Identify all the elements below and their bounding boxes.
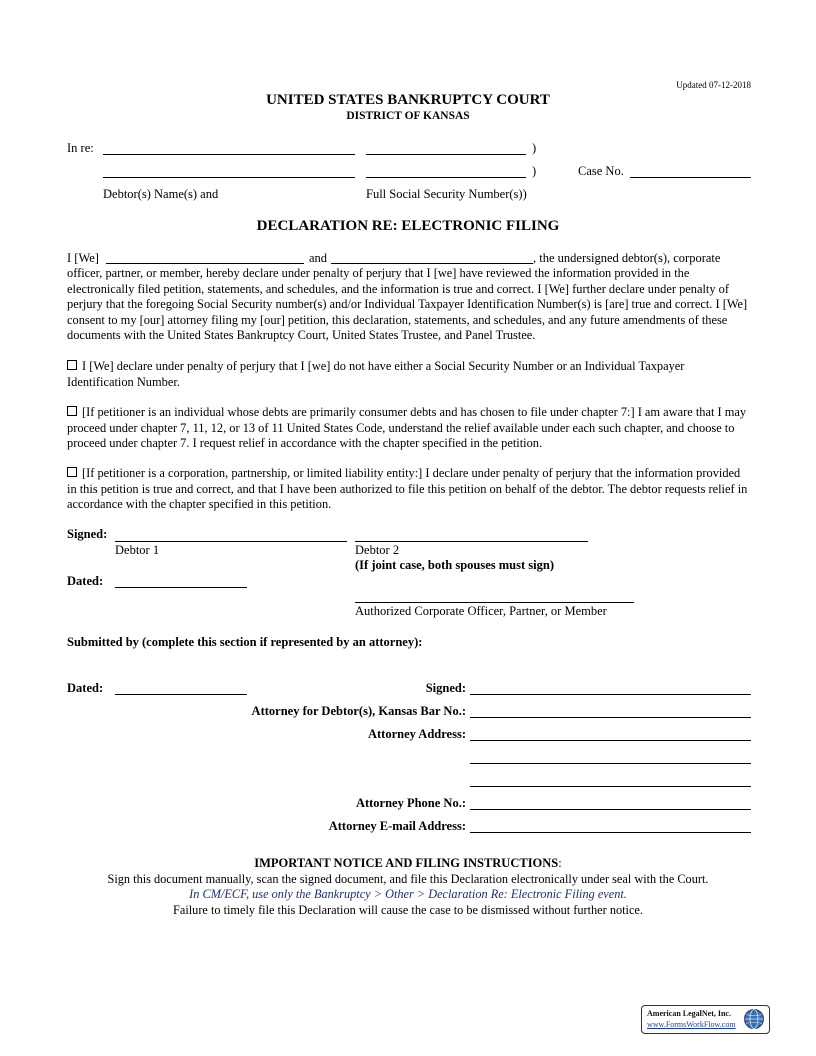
declaration-paragraph: officer, partner, or member, hereby declare under penalty of perjury that I [we] have reviewed the information provided in the electronically filed petition, statements, and schedules, and the information is true and correct. I [We] further declare under penalty of perjury that the foregoing Social Security number(s) and/or Individual Taxpayer Identification Number(s) is [are] true and correct. I [We] consent to my [our] attorney filing my [our] petition, this declaration, statements, and schedules, and any future amendments of these documents with the United States Bankruptcy Court, United States Trustee, and Panel Trustee. bbox=[67, 266, 748, 343]
submitted-by-label: Submitted by (complete this section if represented by an attorney): bbox=[67, 635, 423, 649]
debtor2-signature-line[interactable] bbox=[355, 541, 588, 542]
address-line-3[interactable] bbox=[470, 786, 751, 787]
declaration-we-label: I [We] bbox=[67, 251, 99, 265]
footer-company: American LegalNet, Inc. bbox=[647, 1009, 731, 1018]
case-no-line[interactable] bbox=[630, 177, 751, 178]
ssn-label: Full Social Security Number(s)) bbox=[366, 187, 527, 201]
notice-line-1: Sign this document manually, scan the signed document, and file this Declaration electronically under seal with the Court. bbox=[107, 872, 709, 886]
email-label: Attorney E-mail Address: bbox=[328, 819, 466, 833]
district-name: DISTRICT OF KANSAS bbox=[346, 110, 470, 122]
address-line-2[interactable] bbox=[470, 763, 751, 764]
debtor2-label: Debtor 2 bbox=[355, 543, 400, 557]
officer-signature-line[interactable] bbox=[355, 602, 634, 603]
checkbox-no-ssn[interactable] bbox=[67, 360, 77, 370]
checkbox-chapter7[interactable] bbox=[67, 406, 77, 416]
debtor-name-line-2[interactable] bbox=[103, 177, 355, 178]
debtor-names-label: Debtor(s) Name(s) and bbox=[103, 187, 219, 201]
option-chapter7 bbox=[67, 405, 751, 452]
declarant-name-line-2[interactable] bbox=[331, 263, 533, 264]
ssn-line-1[interactable] bbox=[366, 154, 526, 155]
debtor1-label: Debtor 1 bbox=[115, 543, 160, 557]
option-corporation-text: [If petitioner is a corporation, partnership, or limited liability entity:] I declare under penalty of perjury that the information provided in this petition is true and correct, and that I have been authorized to file this petition on behalf of the debtor. The debtor requests relief in accordance with the chapter specified in this petition. bbox=[67, 466, 748, 512]
court-name: UNITED STATES BANKRUPTCY COURT bbox=[266, 92, 550, 108]
checkbox-corporation[interactable] bbox=[67, 467, 77, 477]
address-label: Attorney Address: bbox=[367, 727, 466, 741]
option-corporation bbox=[67, 466, 751, 513]
declaration-and-label: and bbox=[309, 251, 328, 265]
document-title: DECLARATION RE: ELECTRONIC FILING bbox=[256, 218, 560, 234]
officer-label: Authorized Corporate Officer, Partner, or Member bbox=[355, 604, 607, 618]
debtor1-signature-line[interactable] bbox=[115, 541, 347, 542]
notice-heading-colon: : bbox=[558, 856, 562, 870]
ssn-line-2[interactable] bbox=[366, 177, 526, 178]
bar-no-line[interactable] bbox=[470, 717, 751, 718]
footer-url[interactable]: www.FormsWorkFlow.com bbox=[647, 1020, 736, 1029]
option-no-ssn bbox=[67, 359, 751, 390]
joint-case-note: (If joint case, both spouses must sign) bbox=[355, 558, 554, 572]
dated-label: Dated: bbox=[67, 574, 104, 588]
address-line-1[interactable] bbox=[470, 740, 751, 741]
caption-paren-1: ) bbox=[532, 141, 537, 155]
attorney-dated-label: Dated: bbox=[67, 681, 104, 695]
notice-line-3: Failure to timely file this Declaration will cause the case to be dismissed without further notice. bbox=[173, 903, 643, 917]
declarant-name-line-1[interactable] bbox=[106, 263, 304, 264]
caption-paren-2: ) bbox=[532, 164, 537, 178]
signed-label: Signed: bbox=[67, 527, 108, 541]
phone-label: Attorney Phone No.: bbox=[355, 796, 466, 810]
debtor-name-line-1[interactable] bbox=[103, 154, 355, 155]
case-no-label: Case No. bbox=[578, 164, 624, 178]
phone-line[interactable] bbox=[470, 809, 751, 810]
dated-line[interactable] bbox=[115, 587, 247, 588]
notice-heading-text: IMPORTANT NOTICE AND FILING INSTRUCTIONS bbox=[254, 856, 559, 870]
option-no-ssn-text: I [We] declare under penalty of perjury that I [we] do not have either a Social Security Number or an Individual Taxpayer Identification Number. bbox=[67, 359, 685, 389]
attorney-signed-label: Signed: bbox=[425, 681, 466, 695]
attorney-signed-line[interactable] bbox=[470, 694, 751, 695]
email-line[interactable] bbox=[470, 832, 751, 833]
updated-date: Updated 07-12-2018 bbox=[676, 80, 751, 90]
option-chapter7-text: [If petitioner is an individual whose debts are primarily consumer debts and has chosen to file under chapter 7:] I am aware that I may proceed under chapter 7, 11, 12, or 13 of 11 United States Code, understand the relief available under each such chapter, and choose to proceed under chapter 7. I request relief in accordance with the chapter specified in the petition. bbox=[67, 405, 747, 451]
bar-no-label: Attorney for Debtor(s), Kansas Bar No.: bbox=[251, 704, 466, 718]
notice-heading bbox=[0, 856, 816, 871]
notice-line-2: In CM/ECF, use only the Bankruptcy > Other > Declaration Re: Electronic Filing event. bbox=[189, 887, 627, 901]
footer-logo bbox=[641, 1005, 770, 1034]
globe-icon bbox=[743, 1008, 765, 1030]
in-re-label: In re: bbox=[67, 141, 94, 155]
declaration-line1-end: , the undersigned debtor(s), corporate bbox=[533, 251, 721, 265]
